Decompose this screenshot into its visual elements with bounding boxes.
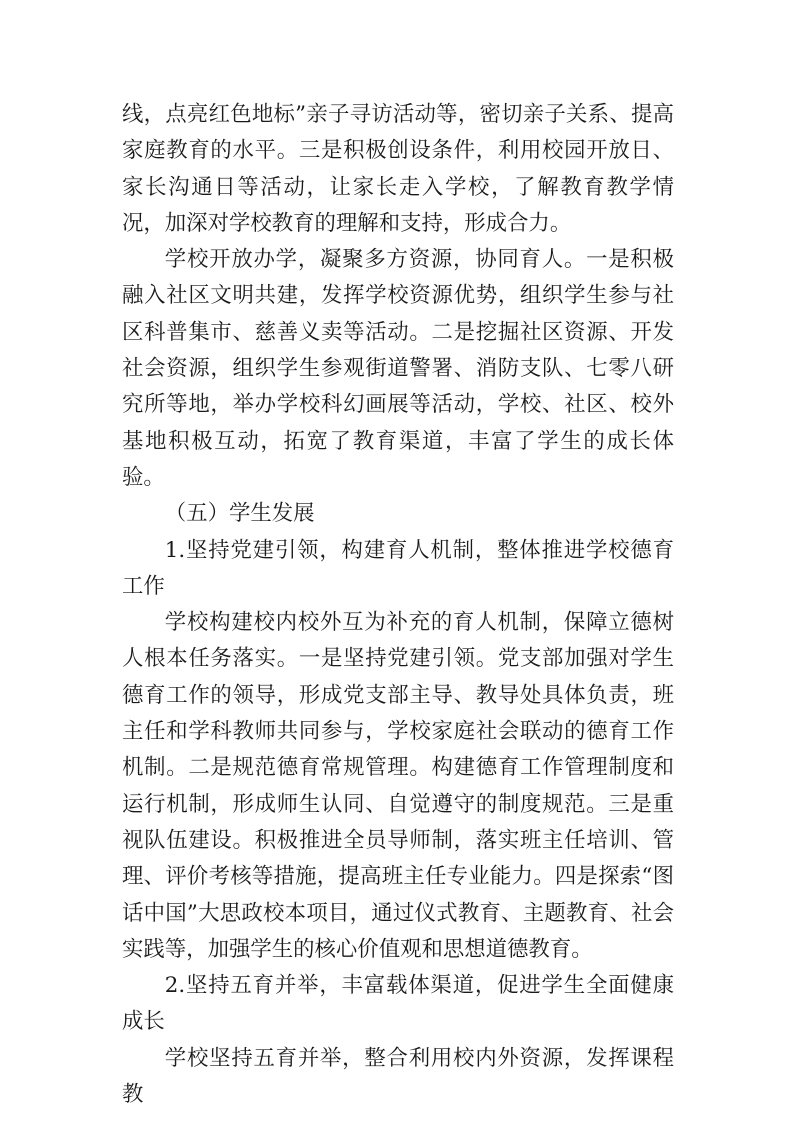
paragraph-family-education: 线，点亮红色地标”亲子寻访活动等，密切亲子关系、提高家庭教育的水平。三是积极创设条件，利用校园开放日、家长沟通日等活动，让家长走入学校，了解教育教学情况，加深对学校教育的理解和支持，形成合力。 [122, 102, 674, 236]
document-page [122, 97, 674, 1113]
paragraph-five-education: 学校坚持五育并举，整合利用校内外资源，发挥课程教 [122, 1045, 674, 1108]
subheading-five-education: 2.坚持五育并举，丰富载体渠道，促进学生全面健康成长 [122, 973, 674, 1035]
section-heading-student-development: （五）学生发展 [164, 501, 315, 527]
subheading-party-building: 1.坚持党建引领，构建育人机制，整体推进学校德育工作 [122, 537, 674, 599]
paragraph-moral-education-mechanism: 学校构建校内校外互为补充的育人机制，保障立德树人根本任务落实。一是坚持党建引领。党支部加强对学生德育工作的领导，形成党支部主导、教导处具体负责，班主任和学科教师共同参与，学校家庭社会联动的德育工作机制。二是规范德育常规管理。构建德育工作管理制度和运行机制，形成师生认同、自觉遵守的制度规范。三是重视队伍建设。积极推进全员导师制，落实班主任培训、管理、评价考核等措施，提高班主任专业能力。四是探索“图话中国”大思政校本项目，通过仪式教育、主题教育、社会实践等，加强学生的核心价值观和思想道德教育。 [122, 610, 674, 962]
paragraph-open-school: 学校开放办学，凝聚多方资源，协同育人。一是积极融入社区文明共建，发挥学校资源优势，组织学生参与社区科普集市、慈善义卖等活动。二是挖掘社区资源、开发社会资源，组织学生参观街道警署、消防支队、七零八研究所等地，举办学校科幻画展等活动，学校、社区、校外基地积极互动，拓宽了教育渠道，丰富了学生的成长体验。 [122, 247, 674, 490]
